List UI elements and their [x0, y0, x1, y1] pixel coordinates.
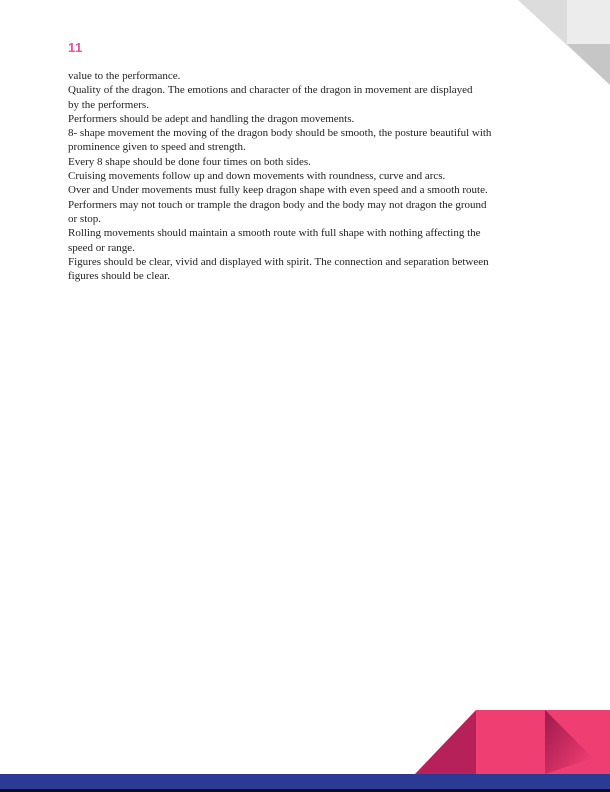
text-line: Figures should be clear, vivid and displayed with spirit. The connection and separation between	[68, 255, 489, 268]
text-line: Rolling movements should maintain a smooth route with full shape with nothing affecting the	[68, 227, 481, 240]
text-line: Quality of the dragon. The emotions and character of the dragon in movement are displayed	[68, 84, 473, 97]
ribbon-triangle-icon	[415, 710, 476, 774]
text-line: value to the performance.	[68, 70, 181, 82]
text-line: Cruising movements follow up and down movements with roundness, curve and arcs.	[68, 170, 446, 183]
ribbon-rectangle-icon	[476, 710, 610, 774]
text-line: 8- shape movement the moving of the dragon body should be smooth, the posture beautiful with	[68, 127, 492, 140]
text-line: prominence given to speed and strength.	[68, 141, 246, 154]
text-line: figures should be clear.	[68, 270, 171, 283]
text-line: Every 8 shape should be done four times on both sides.	[68, 155, 311, 168]
corner-fold-square-icon	[567, 0, 610, 44]
text-line: by the performers.	[68, 98, 149, 111]
text-line: Performers should be adept and handling the dragon movements.	[68, 112, 355, 125]
text-line: Over and Under movements must fully keep dragon shape with even speed and a smooth route.	[68, 184, 488, 197]
text-line: speed or range.	[68, 241, 135, 254]
body-text	[68, 69, 568, 283]
text-line: or stop.	[68, 212, 101, 225]
page-number: 11	[68, 40, 83, 55]
footer-bar	[0, 774, 610, 789]
text-line: Performers may not touch or trample the dragon body and the body may not dragon the ground	[68, 198, 487, 211]
